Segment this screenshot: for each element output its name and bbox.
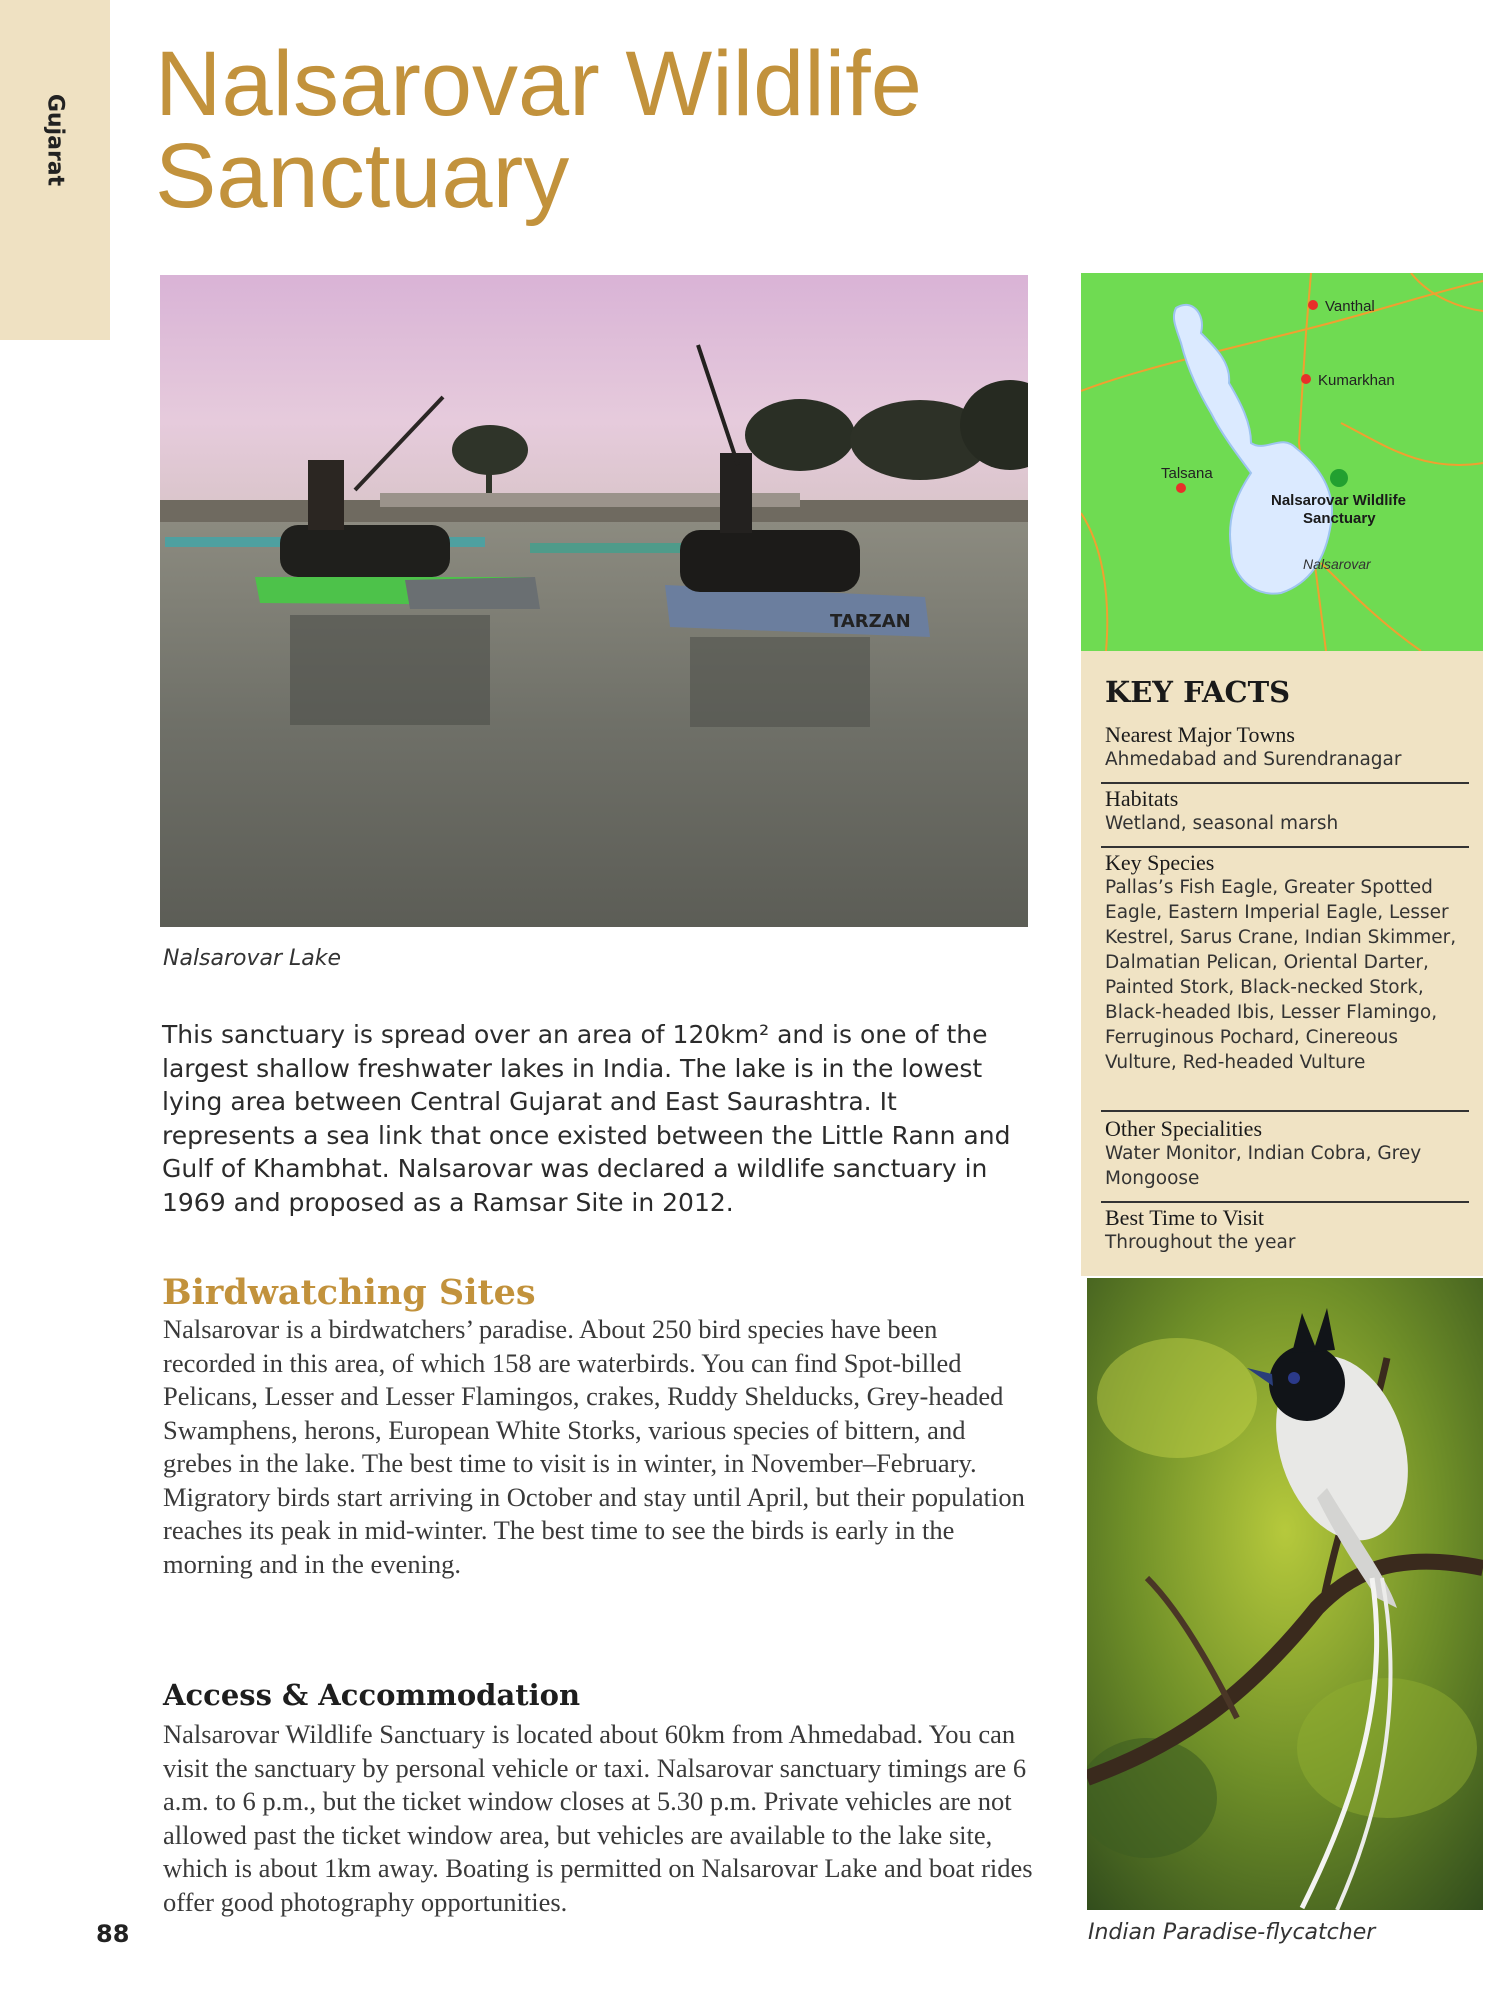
- location-map: [1081, 273, 1483, 651]
- page-title: [155, 33, 1155, 227]
- birdwatching-heading: Birdwatching Sites: [162, 1272, 536, 1313]
- access-heading: Access & Accommodation: [163, 1678, 581, 1712]
- key-fact-value: Ahmedabad and Surendranagar: [1105, 749, 1402, 770]
- key-fact-value: Water Monitor, Indian Cobra, Grey Mongoose: [1105, 1143, 1422, 1189]
- key-fact-habitats: [1105, 787, 1469, 836]
- key-fact-species: [1105, 851, 1469, 1075]
- divider: [1101, 1201, 1469, 1203]
- access-text: Nalsarovar Wildlife Sanctuary is located about 60km from Ahmedabad. You can visit the sanctuary by personal vehicle or taxi. Nalsarovar sanctuary timings are 6 a.m. to 6 p.m., but the ticket window closes at 5.30 p.m. Private vehicles are not allowed past the ticket window area, but vehicles are available to the lake site, which is about 1km away. Boating is permitted on Nalsarovar Lake and boat rides offer good photography opportunities.: [163, 1719, 1033, 1917]
- key-fact-best-time: [1105, 1206, 1469, 1255]
- chapter-side-tab: [0, 0, 110, 340]
- key-fact-value: Throughout the year: [1105, 1232, 1296, 1253]
- key-fact-label: Nearest Major Towns: [1105, 722, 1295, 747]
- key-fact-label: Habitats: [1105, 786, 1179, 811]
- map-sanctuary-label-1: Nalsarovar Wildlife: [1271, 492, 1406, 509]
- boat-sign: TARZAN: [830, 611, 911, 632]
- page-number: 88: [96, 1920, 130, 1948]
- chapter-label: Gujarat: [42, 93, 68, 187]
- map-town-vanthal: Vanthal: [1325, 298, 1375, 315]
- key-fact-label: Other Specialities: [1105, 1116, 1263, 1141]
- map-lake-label: Nalsarovar: [1303, 556, 1371, 572]
- key-fact-value: Wetland, seasonal marsh: [1105, 813, 1339, 834]
- lake-photo-caption: Nalsarovar Lake: [163, 946, 342, 971]
- map-town-kumarkhan: Kumarkhan: [1318, 372, 1395, 389]
- divider: [1101, 1110, 1469, 1112]
- map-town-talsana: Talsana: [1161, 465, 1213, 482]
- title-line-1: Nalsarovar Wildlife: [155, 33, 922, 135]
- key-fact-value: Pallas’s Fish Eagle, Greater Spotted Eagle, Eastern Imperial Eagle, Lesser Kestrel, Sarus Crane, Indian Skimmer, Dalmatian Pelican, Oriental Darter, Painted Stork, Black-necked Stork, Black-headed Ibis, Lesser Flamingo, Ferruginous Pochard, Cinereous Vulture, Red-headed Vulture: [1105, 877, 1457, 1073]
- key-fact-label: Key Species: [1105, 850, 1215, 875]
- flycatcher-photo: [1087, 1278, 1483, 1910]
- flycatcher-caption: Indian Paradise-flycatcher: [1088, 1920, 1376, 1945]
- lake-photo: [160, 275, 1028, 927]
- key-facts-title: KEY FACTS: [1105, 675, 1291, 709]
- key-fact-specialities: [1105, 1117, 1469, 1191]
- map-sanctuary-label-2: Sanctuary: [1303, 510, 1376, 527]
- intro-paragraph: This sanctuary is spread over an area of 120km² and is one of the largest shallow freshwater lakes in India. The lake is in the lowest lying area between Central Gujarat and East Saurashtra. It represents a sea link that once existed between the Little Rann and Gulf of Khambhat. Nalsarovar was declared a wildlife sanctuary in 1969 and proposed as a Ramsar Site in 2012.: [162, 1020, 1011, 1217]
- key-fact-label: Best Time to Visit: [1105, 1205, 1265, 1230]
- title-line-2: Sanctuary: [155, 125, 570, 227]
- divider: [1101, 782, 1469, 784]
- key-facts-panel: [1081, 651, 1483, 1276]
- birdwatching-text: Nalsarovar is a birdwatchers’ paradise. About 250 bird species have been recorded in this area, of which 158 are waterbirds. You can find Spot-billed Pelicans, Lesser and Lesser Flamingos, crakes, Ruddy Shelducks, Grey-headed Swamphens, herons, European White Storks, various species of bittern, and grebes in the lake. The best time to visit is in winter, in November–February. Migratory birds start arriving in October and stay until April, but their population reaches its peak in mid-winter. The best time to see the birds is early in the morning and in the evening.: [163, 1314, 1025, 1579]
- divider: [1101, 846, 1469, 848]
- key-fact-towns: [1105, 723, 1469, 772]
